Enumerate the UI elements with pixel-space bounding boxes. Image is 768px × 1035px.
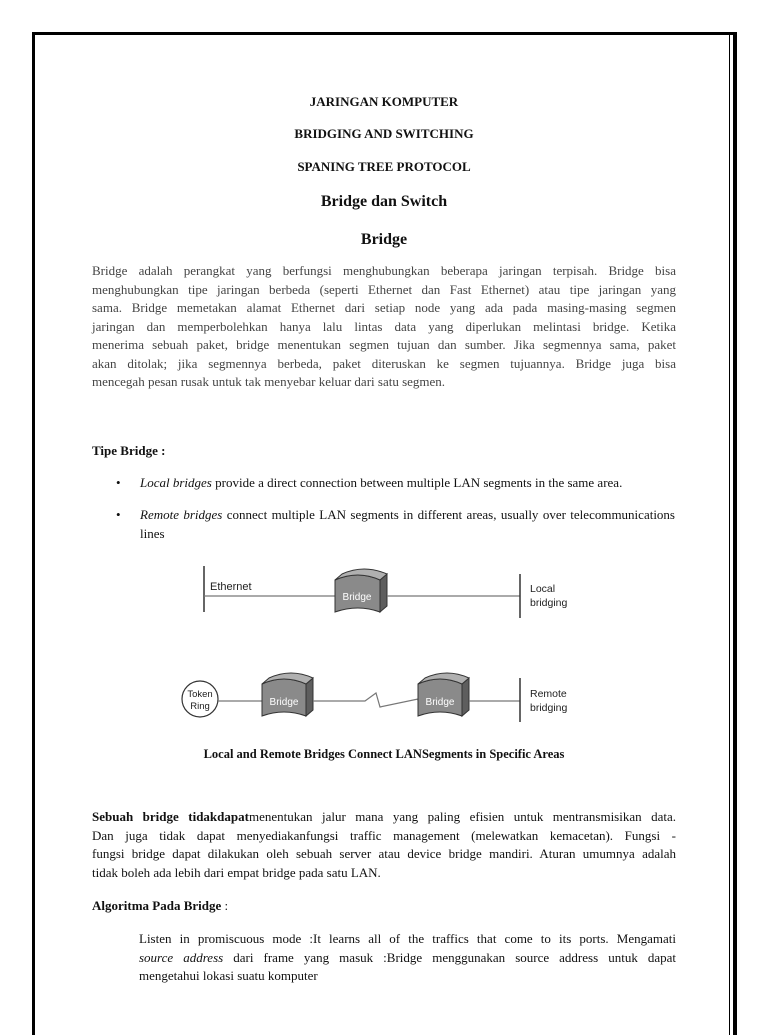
bullet-text: connect multiple LAN segments in different areas, usually over telecommunications lines (140, 507, 675, 541)
bullet-dot: • (116, 475, 121, 490)
ring-label: Ring (190, 701, 210, 712)
wan-link (313, 693, 418, 707)
intro-line: akan ditolak; jika segmennya berbeda, paket diteruskan ke segmen tujuannya. Bridge juga bisa (92, 355, 676, 371)
para2-line: menentukan jalur mana yang paling efisien untuk mentransmisikan data. (248, 809, 676, 824)
token-label: Token (187, 689, 213, 700)
ethernet-label: Ethernet (210, 581, 252, 593)
bridge-label: Bridge (342, 592, 372, 603)
local-bridge-device (335, 569, 387, 612)
intro-line: sama. Bridge memetakan alamat Ethernet dari setiap node yang ada pada masing-masing segmen (92, 300, 676, 315)
bullet-dot: • (116, 507, 121, 522)
term-local-bridges: Local bridges (140, 475, 212, 490)
section-title: Bridge dan Switch (320, 193, 448, 210)
lead-text: Sebuah bridge tidakdapat (92, 809, 249, 824)
remote-label: Remote (530, 688, 567, 700)
term-source-address: source address (139, 949, 224, 965)
para2-line: tidak boleh ada lebih dari empat bridge pada satu LAN. (92, 864, 381, 880)
token-ring-icon (182, 681, 218, 717)
local-label: Local (530, 583, 556, 595)
algoritma-paragraph (139, 930, 676, 986)
term-remote-bridges: Remote bridges (140, 507, 223, 522)
subsection-title: Bridge (360, 231, 408, 248)
bridging-label: bridging (530, 597, 568, 609)
bullet-text: provide a direct connection between multiple LAN segments in the same area. (211, 475, 623, 490)
intro-line: menghubungkan tipe jaringan berbeda (seperti Ethernet dan Fast Ethernet) atau tipe jaringan yang (92, 281, 676, 297)
bridge-label: Bridge (425, 697, 455, 708)
algoritma-line: Listen in promiscuous mode :It learns all of the traffics that come to its ports. Mengamati (139, 931, 676, 946)
algoritma-heading-line (92, 897, 676, 916)
remote-bridge-device-left (262, 673, 313, 716)
figure-caption: Local and Remote Bridges Connect LANSegments in Specific Areas (203, 747, 565, 761)
algoritma-colon: : (221, 898, 229, 913)
intro-line: Bridge adalah perangkat yang berfungsi menghubungkan beberapa jaringan terpisah. Bridge bisa (92, 263, 676, 278)
paragraph-bridge-limits (92, 808, 676, 882)
title-bridging-switching: BRIDGING AND SWITCHING (294, 126, 474, 141)
bridges-diagram (180, 566, 580, 730)
algoritma-heading: Algoritma Pada Bridge (92, 898, 222, 913)
intro-paragraph (92, 262, 676, 392)
algoritma-line: dari frame yang masuk :Bridge menggunakan source address untuk dapat (223, 949, 677, 965)
bridge-label: Bridge (269, 697, 299, 708)
title-jaringan-komputer: JARINGAN KOMPUTER (309, 94, 459, 109)
para2-line: Dan juga tidak dapat menyediakanfungsi traffic management (melewatkan kemacetan). Fungsi - (92, 827, 676, 843)
para2-line: fungsi bridge dapat dilakukan oleh sebuah server atau device bridge mandiri. Aturan umumnya adalah (92, 846, 676, 861)
remote-bridge-device-right (418, 673, 469, 716)
algoritma-line: mengetahui lokasi suatu komputer (139, 968, 318, 983)
intro-line: mencegah pesan rusak untuk tak menyebar keluar dari satu segmen. (92, 374, 446, 389)
title-spanning-tree: SPANING TREE PROTOCOL (297, 159, 471, 174)
tipe-bridge-heading: Tipe Bridge : (92, 443, 166, 458)
intro-line: menerima sebuah paket, bridge menentukan segmen tujuan dan sumber. Jika segmennya sama, paket (92, 337, 676, 352)
intro-line: jaringan dan memperbolehkan hanya lalu lintas data yang diperlukan melintasi bridge. Ketika (92, 318, 676, 334)
bridging-label: bridging (530, 702, 568, 714)
